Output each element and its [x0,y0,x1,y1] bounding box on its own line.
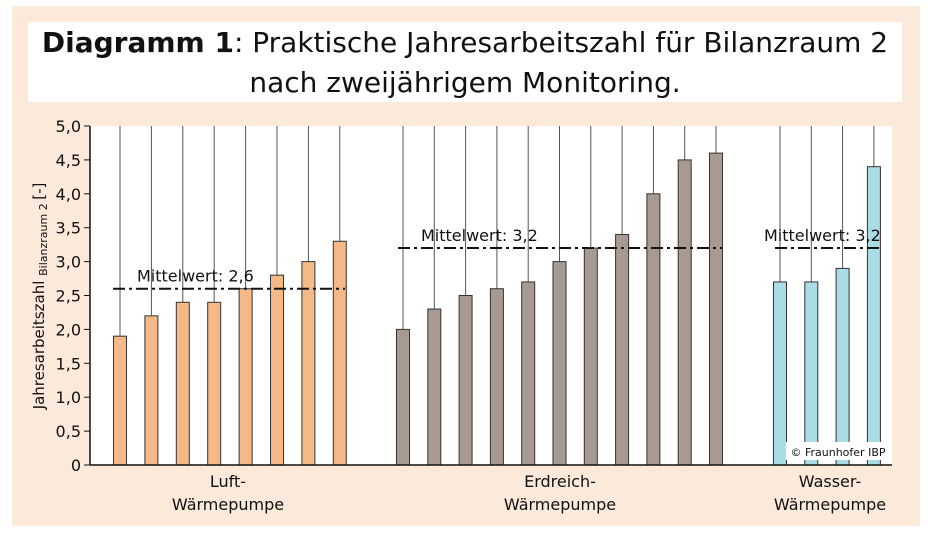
bar [271,275,284,465]
y-tick-label: 3,5 [55,218,81,238]
bar [208,302,221,465]
y-tick-label: 2,0 [55,320,81,340]
copyright-label: © Fraunhofer IBP [790,446,886,459]
title-rest: : Praktische Jahresarbeitszahl für Bilanzraum 2 [233,26,889,59]
bar [490,289,503,465]
bar [397,329,410,465]
y-axis-label [30,183,50,411]
y-tick-label: 3,0 [55,252,81,272]
bar [710,153,723,465]
bar [616,234,629,465]
bar [774,282,787,465]
bar [428,309,441,465]
mean-label: Mittelwert: 3,2 [764,226,881,246]
y-tick-label: 0 [70,456,81,475]
y-tick-label: 5,0 [55,117,81,136]
bar [647,194,660,465]
bar [867,167,880,465]
y-axis-label-main: Jahresarbeitszahl [30,275,48,410]
group-label-line-2: Wärmepumpe [503,495,617,514]
bar [459,296,472,466]
bar [836,268,849,465]
bar [176,302,189,465]
bar [145,316,158,465]
bar [522,282,535,465]
group-label-line-1: Luft- [209,472,247,491]
group-label-line-2: Wärmepumpe [773,495,887,514]
bar [114,336,127,465]
y-axis-label-unit: [-] [30,182,48,200]
title-line-2: nach zweijährigem Monitoring. [249,66,681,99]
y-tick-label: 4,5 [55,150,81,170]
y-tick-label: 1,0 [55,388,81,408]
y-tick-label: 0,5 [55,422,81,442]
bar [302,262,315,465]
title-bold: Diagramm 1 [41,26,234,59]
bar [805,282,818,465]
mean-label: Mittelwert: 2,6 [137,266,254,286]
mean-label: Mittelwert: 3,2 [421,226,538,246]
group-label-line-1: Erdreich- [524,472,596,491]
bar [239,289,252,465]
y-tick-label: 2,5 [55,286,81,306]
bar [678,160,691,465]
y-tick-label: 4,0 [55,184,81,204]
y-tick-label: 1,5 [55,354,81,374]
bar [553,262,566,465]
group-label-line-1: Wasser- [798,472,862,491]
bar [584,248,597,465]
bar [333,241,346,465]
y-axis-label-sub: Bilanzraum 2 [37,199,50,276]
group-label-line-2: Wärmepumpe [171,495,285,514]
